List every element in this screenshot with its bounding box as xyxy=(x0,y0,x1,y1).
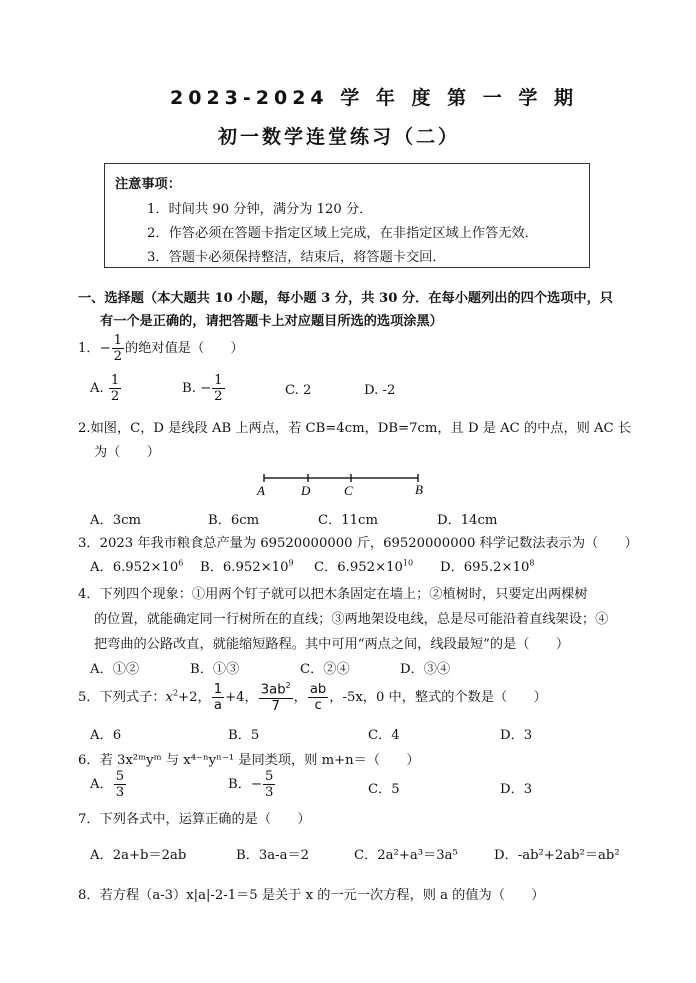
option-label: A． xyxy=(90,777,113,793)
section1-line2: 有一个是正确的，请把答题卡上对应题目所选的选项涂黑） xyxy=(100,314,443,329)
notice-item: 2．作答必须在答题卡指定区域上完成，在非指定区域上作答无效． xyxy=(147,226,538,241)
q5-option-b: B．5 xyxy=(228,728,260,743)
frac-denominator: 3 xyxy=(264,785,274,801)
option-exponent: 10 xyxy=(402,558,414,568)
question-4-line3: 把弯曲的公路改直，就能缩短路程。其中可用“两点之间，线段最短”的是（ ） xyxy=(94,637,570,652)
q6-option-c: C．5 xyxy=(368,782,400,797)
q3-option-b xyxy=(200,556,294,575)
q6-option-a xyxy=(90,770,127,799)
q7-option-c: C．2a²+a³＝3a⁵ xyxy=(354,848,458,863)
segment-figure xyxy=(252,470,432,500)
notice-item: 1．时间共 90 分钟，满分为 120 分． xyxy=(147,202,373,217)
frac-numerator: 5 xyxy=(264,769,274,784)
frac-numerator: 1 xyxy=(214,373,223,388)
option-exponent: 8 xyxy=(529,558,535,568)
option-label: A. xyxy=(90,381,104,397)
question-text: 5．下列式子： xyxy=(78,689,166,705)
expr-3-frac: $\frac{3ab^2}{7}$ xyxy=(260,681,291,714)
notice-heading: 注意事项： xyxy=(115,177,181,192)
frac-denominator: 3 xyxy=(115,785,125,801)
q1-option-d: D. -2 xyxy=(364,383,396,398)
frac-denominator: 2 xyxy=(214,389,223,405)
question-5: 5．下列式子：$x^2+2$， $\frac{1}{a}$ +4， $\frac{3ab^2}{7}$ ， $\frac{ab}{c}$ ，-5x，0 中，整式的个数是（ ） xyxy=(78,681,547,714)
option-text: A．6.952×10 xyxy=(90,560,179,575)
q5-option-d: D．3 xyxy=(500,728,533,743)
question-text: 的绝对值是（ ） xyxy=(125,341,244,357)
page-title: 2023-2024 学 年 度 第 一 学 期 xyxy=(170,87,578,109)
question-2-line2: 为（ ） xyxy=(94,445,160,460)
question-7: 7．下列各式中，运算正确的是（ ） xyxy=(78,812,311,827)
question-4-line1: 4．下列四个现象：①用两个钉子就可以把木条固定在墙上；②植树时，只要定出两棵树 xyxy=(78,587,588,602)
question-6: 6．若 3x²ᵐyᵐ 与 x⁴⁻ⁿyⁿ⁻¹ 是同类项，则 m+n＝（ ） xyxy=(78,753,420,768)
label-b: B xyxy=(415,482,423,497)
question-8: 8．若方程（a-3）x|a|-2-1＝5 是关于 x 的一元一次方程，则 a 的值为（ ） xyxy=(78,888,545,903)
notice-box xyxy=(104,163,590,268)
label-d: D xyxy=(301,483,311,498)
question-3: 3．2023 年我市粮食总产量为 69520000000 斤，69520000000 科学记数法表示为（ ） xyxy=(78,536,638,551)
q3-option-c xyxy=(314,556,413,575)
expr-2-tail: +4， xyxy=(225,689,258,705)
option-label: B. xyxy=(182,381,196,397)
expr-1: $x^2+2$， xyxy=(165,688,211,705)
question-4-line2: 的位置，就能确定同一行树所在的直线；③两地架设电线，总是尽可能沿着直线架设；④ xyxy=(94,612,609,627)
q1-option-a xyxy=(90,374,122,403)
page-subtitle: 初一数学连堂练习（二） xyxy=(218,126,461,148)
frac-numerator: 5 xyxy=(115,769,125,784)
question-1: 1．− $\frac{1}{2}$ 的绝对值是（ ） xyxy=(78,333,244,365)
q7-option-b: B．3a-a＝2 xyxy=(236,848,310,863)
q6-option-d: D．3 xyxy=(500,782,533,797)
section1-line1: 一、选择题（本大题共 10 小题，每小题 3 分，共 30 分．在每小题列出的四个选项中，只 xyxy=(78,291,613,306)
q5-option-c: C．4 xyxy=(368,728,400,743)
q3-option-a xyxy=(90,556,183,575)
frac-denominator: 2 xyxy=(113,349,123,365)
q3-option-d xyxy=(440,556,534,575)
label-a: A xyxy=(257,483,265,498)
option-exponent: 6 xyxy=(178,558,184,568)
option-text: C．6.952×10 xyxy=(314,560,403,575)
option-exponent: 9 xyxy=(288,558,294,568)
q7-option-d: D．-ab²+2ab²＝ab² xyxy=(494,848,620,863)
q2-option-d: D．14cm xyxy=(437,513,498,528)
expr-4-frac: $\frac{ab}{c}$ xyxy=(309,681,327,713)
q4-option-b: B．①③ xyxy=(190,662,240,677)
frac-numerator: 1 xyxy=(113,333,123,348)
q7-option-a: A．2a+b＝2ab xyxy=(90,848,187,863)
notice-item: 3．答题卡必须保持整洁，结束后，将答题卡交回． xyxy=(147,250,446,265)
expr-2-frac: $\frac{1}{a}$ xyxy=(213,681,223,713)
q4-option-d: D．③④ xyxy=(400,662,451,677)
question-text-tail: ，-5x，0 中，整式的个数是（ ） xyxy=(329,689,547,705)
q2-option-b: B．6cm xyxy=(208,513,260,528)
q2-option-a: A．3cm xyxy=(90,513,141,528)
question-number: 1． xyxy=(78,341,100,357)
q1-option-c: C. 2 xyxy=(285,383,312,398)
q2-option-c: C．11cm xyxy=(318,513,378,528)
option-text: D．695.2×10 xyxy=(440,560,530,575)
option-label: B． xyxy=(228,777,251,793)
q4-option-a: A．①② xyxy=(90,662,140,677)
frac-denominator: 2 xyxy=(110,389,120,405)
q6-option-b: B．− $\frac{5}{3}$ xyxy=(228,769,274,801)
q1-option-b: B. − $\frac{1}{2}$ xyxy=(182,373,223,405)
frac-numerator: 1 xyxy=(110,373,120,388)
q5-option-a: A．6 xyxy=(90,728,122,743)
option-text: B．6.952×10 xyxy=(200,560,289,575)
q4-option-c: C．②④ xyxy=(300,662,350,677)
label-c: C xyxy=(344,483,353,498)
question-2-line1: 2.如图，C，D 是线段 AB 上两点，若 CB=4cm，DB=7cm，且 D 是 AC 的中点，则 AC 长 xyxy=(78,421,632,436)
